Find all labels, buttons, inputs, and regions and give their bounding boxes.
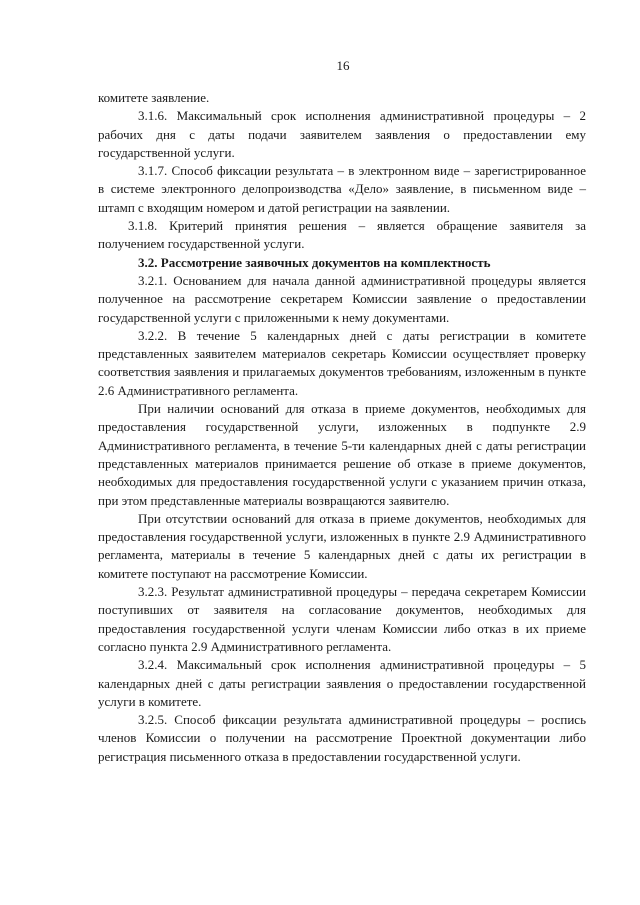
paragraph-3-2-4: 3.2.4. Максимальный срок исполнения административной процедуры – 5 календарных дней с даты регистрации заявления о предоставлении государственной услуги в комитете.	[98, 657, 586, 709]
paragraph-3-2-1: 3.2.1. Основанием для начала данной административной процедуры является полученное на рассмотрение секретарем Комиссии заявление о предоставлении государственной услуги с приложенными к нему документами.	[98, 272, 586, 325]
paragraph-3-2-5: 3.2.5. Способ фиксации результата административной процедуры – роспись членов Комиссии о получении на рассмотрение Проектной документации либо регистрация письменного отказа в предоставлении государственной услуги.	[98, 712, 586, 764]
paragraph-3-2-2: 3.2.2. В течение 5 календарных дней с даты регистрации в комитете представленных заявителем материалов секретарь Комиссии осуществляет проверку соответствия заявления и прилагаемых документов требованиям, изложенным в пункте 2.6 Административного регламента.	[98, 327, 586, 398]
document-page	[98, 58, 586, 766]
page-number: 16	[336, 58, 350, 73]
paragraph-3-1-6: 3.1.6. Максимальный срок исполнения административной процедуры – 2 рабочих дня с даты подачи заявителем заявления о предоставлении ему государственной услуги.	[98, 108, 586, 160]
paragraph-3-2-3: 3.2.3. Результат административной процедуры – передача секретарем Комиссии поступивших от заявителя на согласование документов, необходимых для предоставления государственной услуги членам Комиссии либо отказ в их приеме согласно пункта 2.9 Административного регламента.	[98, 584, 586, 654]
paragraph-3-1-8: 3.1.8. Критерий принятия решения – является обращение заявителя за получением государственной услуги.	[98, 218, 586, 252]
paragraph-continuation: комитете заявление.	[98, 90, 210, 105]
paragraph-refusal-grounds: При наличии оснований для отказа в приеме документов, необходимых для предоставления государственной услуги, изложенных в подпункте 2.9 Административного регламента, в течение 5-ти календарных дней с даты регистрации представленных материалов принимается решение об отказе в приеме документов, необходимых для предоставления государственной услуги с указанием причин отказа, при этом представленные материалы возвращаются заявителю.	[98, 401, 586, 508]
section-heading-3-2: 3.2. Рассмотрение заявочных документов на комплектность	[138, 254, 491, 270]
paragraph-no-refusal-grounds: При отсутствии оснований для отказа в приеме документов, необходимых для предоставления государственной услуги, изложенных в пункте 2.9 Административного регламента, материалы в течение 5 календарных дней с даты их регистрации в комитете поступают на рассмотрение Комиссии.	[98, 510, 586, 581]
paragraph-3-1-7: 3.1.7. Способ фиксации результата – в электронном виде – зарегистрированное в системе электронного делопроизводства «Дело» заявление, в письменном виде – штамп с входящим номером и датой регистрации на заявлении.	[98, 163, 586, 215]
